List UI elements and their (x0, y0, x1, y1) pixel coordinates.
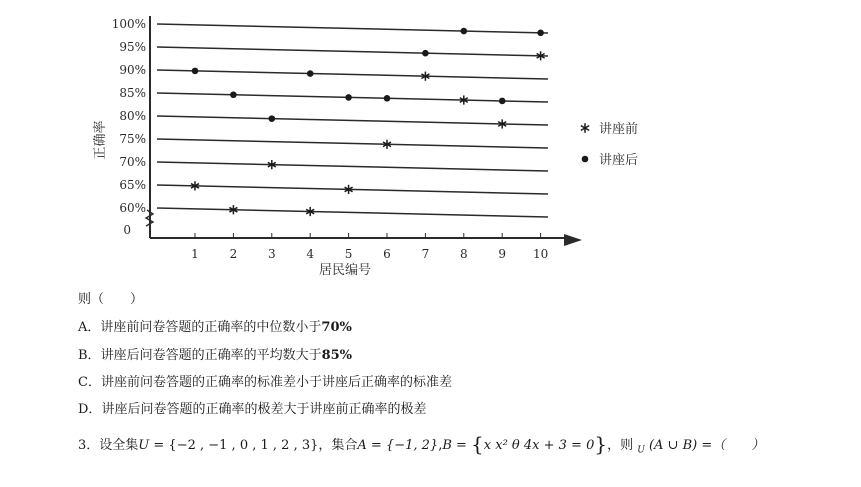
question-3 (78, 432, 765, 459)
x-tick-label: 2 (229, 247, 238, 261)
data-points (191, 28, 545, 216)
q3-mid: ，集合 (318, 438, 358, 453)
data-point-after (230, 91, 237, 98)
x-tick-label: 5 (344, 247, 353, 261)
legend-label-after: 讲座后 (599, 153, 639, 168)
x-axis-arrow (564, 234, 582, 246)
q3-universe-symbol: U (138, 438, 150, 453)
x-tick-label: 9 (498, 247, 507, 261)
option-letter: C． (78, 375, 101, 390)
grid-lines (157, 24, 548, 217)
option-letter: B． (78, 348, 101, 363)
x-tick-label: 1 (191, 247, 199, 261)
y-tick-label: 95% (119, 40, 146, 54)
x-tick-label: 3 (267, 247, 276, 261)
gridline (157, 93, 548, 102)
data-point-after (307, 70, 314, 77)
x-tick-label: 6 (383, 247, 391, 261)
gridline (157, 208, 548, 217)
y-tick-label: 85% (119, 86, 146, 100)
gridline (157, 116, 548, 125)
option-text: 讲座前问卷答题的正确率的中位数小于 (100, 320, 322, 335)
q3-brace-close: } (594, 432, 608, 456)
q3-set-a: A = {−1, 2} (357, 438, 439, 453)
y-tick-label: 65% (119, 178, 146, 192)
q3-lead: 设全集 (99, 438, 139, 453)
data-point-after (345, 94, 352, 101)
option-c (78, 375, 452, 391)
y-tick-label: 70% (119, 155, 146, 169)
gridline (157, 24, 548, 33)
gridline (157, 185, 548, 194)
q3-set-b-lead: B = (442, 438, 467, 453)
legend-label-before: 讲座前 (599, 122, 639, 137)
option-letter: A． (78, 320, 101, 335)
q3-complement-symbol: U (637, 445, 645, 456)
x-axis-title: 居民编号 (318, 263, 372, 278)
x-tick-label: 7 (421, 247, 430, 261)
y-tick-label: 90% (119, 63, 146, 77)
data-point-after (192, 68, 199, 75)
gridline (157, 47, 548, 56)
legend-marker-before (581, 123, 589, 133)
y-tick-label: 80% (119, 109, 146, 123)
gridline (157, 139, 548, 148)
y-tick-label: 75% (119, 132, 146, 146)
legend-marker-after (582, 156, 589, 163)
gridline (157, 70, 548, 79)
question-stem: 则（ ） (78, 292, 144, 307)
option-a (78, 320, 352, 336)
q3-tail: ，则 (607, 438, 634, 453)
q3-set-b-body: x x² θ 4x + 3 = 0 (483, 438, 595, 453)
q3-brace-open: { (471, 432, 484, 456)
option-value: 70% (321, 320, 352, 335)
legend (581, 121, 638, 168)
q3-expression: (A ∪ B) =（ ） (648, 438, 765, 453)
x-tick-label: 10 (532, 247, 549, 261)
option-b (78, 348, 352, 364)
x-tick-label: 8 (459, 247, 468, 261)
data-point-after (537, 30, 544, 37)
q3-number: 3． (78, 438, 100, 453)
y-tick-label: 100% (111, 17, 146, 31)
data-point-after (461, 28, 468, 35)
option-text: 讲座后问卷答题的正确率的极差大于讲座前正确率的极差 (101, 402, 427, 417)
y-tick-label: 0 (123, 223, 131, 237)
option-value: 85% (321, 348, 353, 363)
q3-sep: , (438, 438, 443, 453)
y-axis-title: 正确率 (93, 120, 108, 160)
data-point-after (422, 50, 429, 57)
y-tick-label: 60% (119, 201, 146, 215)
gridline (157, 162, 548, 171)
data-point-after (269, 115, 276, 122)
data-point-after (384, 95, 391, 102)
option-text: 讲座前问卷答题的正确率的标准差小于讲座后正确率的标准差 (100, 375, 452, 390)
option-d (78, 402, 426, 418)
y-tick-labels (112, 17, 146, 237)
axes (146, 16, 582, 246)
data-point-after (499, 98, 506, 105)
option-text: 讲座后问卷答题的正确率的平均数大于 (100, 348, 322, 363)
x-tick-label: 4 (306, 247, 315, 261)
legend-asterisk (581, 123, 589, 133)
option-letter: D． (78, 402, 102, 417)
q3-universe-set: = {−2 , −1 , 0 , 1 , 2 , 3} (153, 438, 319, 453)
